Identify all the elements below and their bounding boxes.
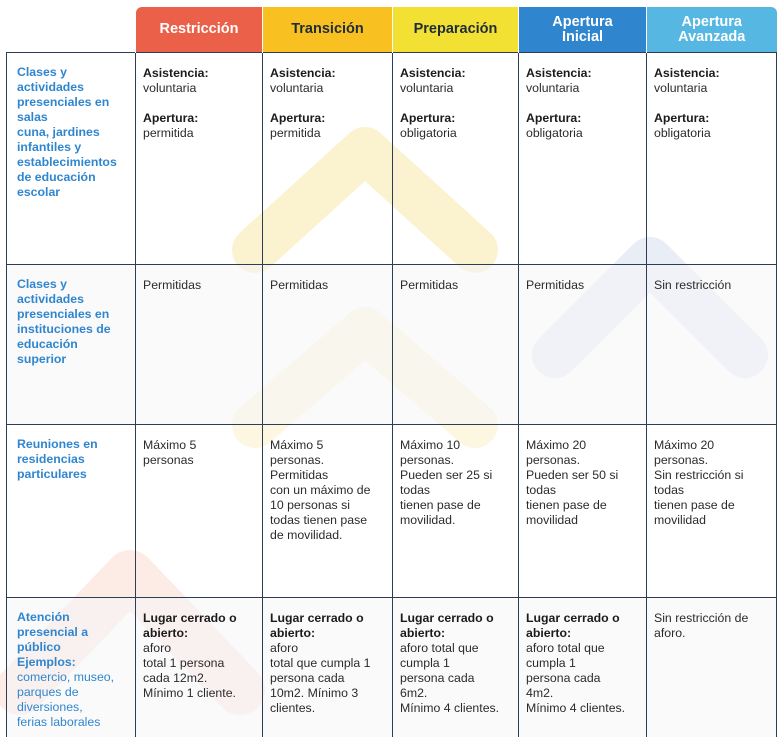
asistencia-value: voluntaria: [654, 81, 708, 95]
cell-preparacion-superior: Permitidas: [393, 265, 519, 425]
cell-apertura-inicial-atencion: [519, 598, 647, 738]
apertura-label: Apertura:: [143, 111, 199, 125]
row-label-educacion-superior: Clases y actividades presenciales en instituciones de educación superior: [7, 265, 136, 425]
header-restriccion: Restricción: [136, 7, 263, 53]
row-educacion-superior: [7, 265, 777, 425]
cell-transicion-escolar: [263, 53, 393, 265]
cell-apertura-inicial-escolar: [519, 53, 647, 265]
header-corner: [7, 7, 136, 53]
cell-apertura-avanzada-atencion: Sin restricción de aforo.: [647, 598, 777, 738]
asistencia-label: Asistencia:: [270, 66, 336, 80]
row-reuniones-residencias: [7, 425, 777, 598]
cell-preparacion-escolar: [393, 53, 519, 265]
asistencia-value: voluntaria: [526, 81, 580, 95]
cell-transicion-reuniones: Máximo 5 personas. Permitidas con un máximo de 10 personas si todas tienen pase de movilidad.: [263, 425, 393, 598]
cell-restriccion-escolar: [136, 53, 263, 265]
cell-apertura-avanzada-reuniones: Máximo 20 personas. Sin restricción si todas tienen pase de movilidad: [647, 425, 777, 598]
row-label-atencion-examples: comercio, museo, parques de diversiones, ferias laborales: [17, 670, 115, 729]
cell-transicion-superior: Permitidas: [263, 265, 393, 425]
aforo-value: aforo total que cumpla 1 persona cada 6m2. Mínimo 4 clientes.: [400, 641, 500, 715]
row-label-clases-escolares: Clases y actividades presenciales en salas cuna, jardines infantiles y establecimientos de educación escolar: [7, 53, 136, 265]
lugar-label: Lugar cerrado o abierto:: [400, 611, 494, 640]
row-atencion-publico: [7, 598, 777, 738]
row-label-atencion-publico: [7, 598, 136, 738]
cell-restriccion-atencion: [136, 598, 263, 738]
apertura-label: Apertura:: [400, 111, 456, 125]
header-apertura-inicial: Apertura Inicial: [519, 7, 647, 53]
asistencia-label: Asistencia:: [400, 66, 466, 80]
header-apertura-avanzada: Apertura Avanzada: [647, 7, 777, 53]
row-label-atencion-title: Atención presencial a público Ejemplos:: [17, 610, 89, 669]
apertura-label: Apertura:: [270, 111, 326, 125]
cell-transicion-atencion: [263, 598, 393, 738]
apertura-value: obligatoria: [654, 126, 711, 140]
asistencia-value: voluntaria: [143, 81, 197, 95]
row-label-reuniones: Reuniones en residencias particulares: [7, 425, 136, 598]
cell-restriccion-reuniones: Máximo 5 personas: [136, 425, 263, 598]
cell-apertura-avanzada-superior: Sin restricción: [647, 265, 777, 425]
aforo-value: aforo total que cumpla 1 persona cada 10m2. Mínimo 3 clientes.: [270, 641, 371, 715]
apertura-label: Apertura:: [526, 111, 582, 125]
apertura-value: permitida: [270, 126, 321, 140]
header-preparacion: Preparación: [393, 7, 519, 53]
cell-apertura-inicial-reuniones: Máximo 20 personas. Pueden ser 50 si todas tienen pase de movilidad: [519, 425, 647, 598]
cell-apertura-inicial-superior: Permitidas: [519, 265, 647, 425]
cell-restriccion-superior: Permitidas: [136, 265, 263, 425]
lugar-label: Lugar cerrado o abierto:: [143, 611, 237, 640]
asistencia-value: voluntaria: [400, 81, 454, 95]
apertura-label: Apertura:: [654, 111, 710, 125]
header-transicion: Transición: [263, 7, 393, 53]
apertura-value: permitida: [143, 126, 194, 140]
apertura-value: obligatoria: [526, 126, 583, 140]
aforo-value: aforo total que cumpla 1 persona cada 4m2. Mínimo 4 clientes.: [526, 641, 626, 715]
aforo-value: aforo total 1 persona cada 12m2. Mínimo 1 cliente.: [143, 641, 236, 700]
phase-header-row: [7, 7, 777, 53]
lugar-label: Lugar cerrado o abierto:: [526, 611, 620, 640]
apertura-value: obligatoria: [400, 126, 457, 140]
lugar-label: Lugar cerrado o abierto:: [270, 611, 364, 640]
cell-preparacion-atencion: [393, 598, 519, 738]
cell-apertura-avanzada-escolar: [647, 53, 777, 265]
phase-measures-table: [6, 7, 777, 737]
row-clases-escolares: [7, 53, 777, 265]
asistencia-label: Asistencia:: [143, 66, 209, 80]
cell-preparacion-reuniones: Máximo 10 personas. Pueden ser 25 si todas tienen pase de movilidad.: [393, 425, 519, 598]
asistencia-label: Asistencia:: [526, 66, 592, 80]
asistencia-label: Asistencia:: [654, 66, 720, 80]
asistencia-value: voluntaria: [270, 81, 324, 95]
